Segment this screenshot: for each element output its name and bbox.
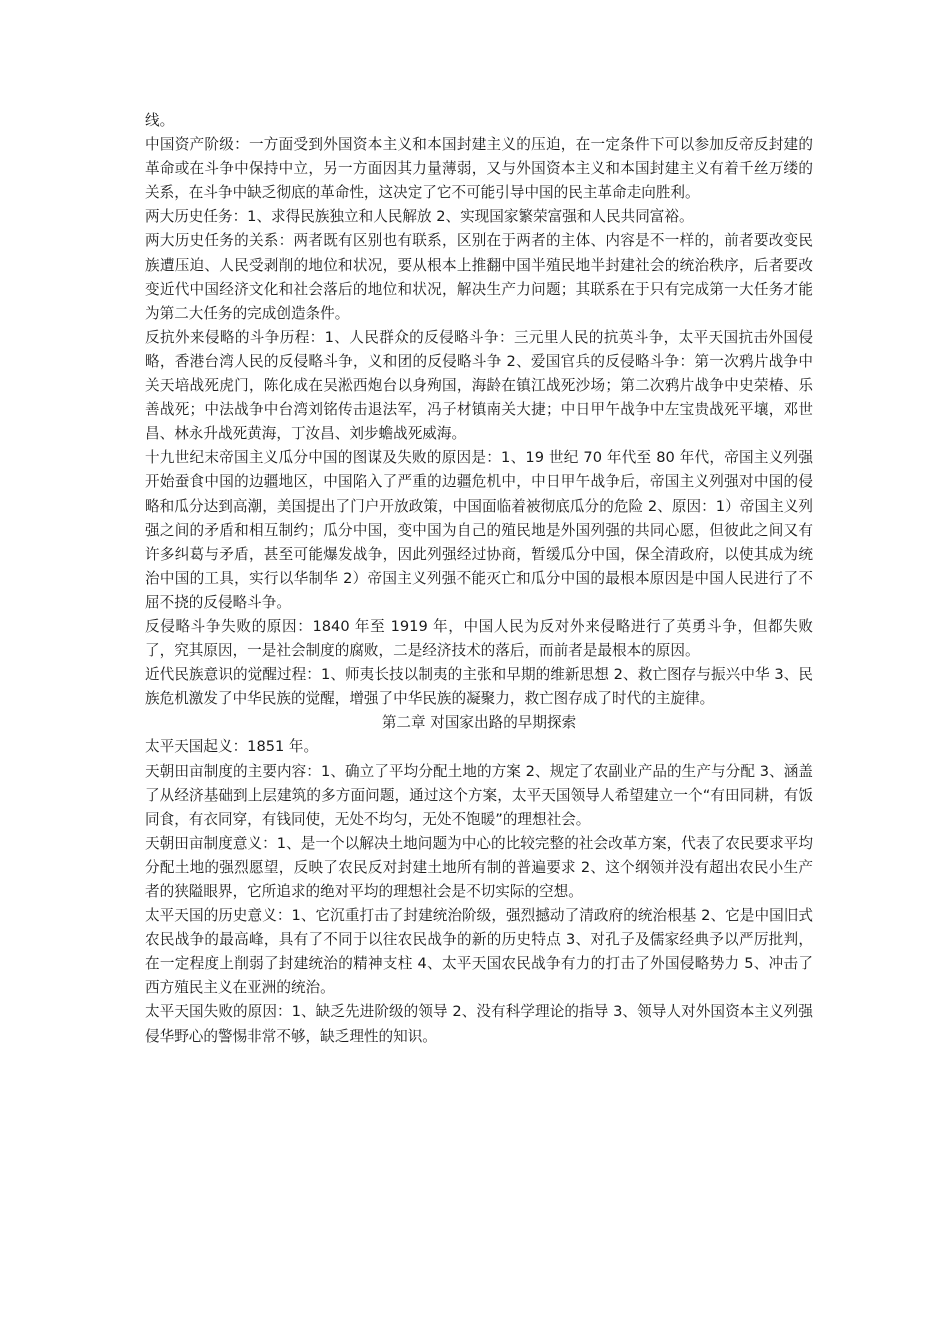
paragraph-anti-aggression-struggle: 反抗外来侵略的斗争历程：1、人民群众的反侵略斗争：三元里人民的抗英斗争，太平天国抗击外国侵略，香港台湾人民的反侵略斗争，义和团的反侵略斗争 2、爱国官兵的反侵略斗争：第一次鸦片战争中关天培战死虎门，陈化成在吴淞西炮台以身殉国，海龄在镇江战死沙场；第二次鸦片战争中史荣椿、乐善战死；中法战争中台湾刘铭传击退法军，冯子材镇南关大捷；中日甲午战争中左宝贵战死平壤，邓世昌、林永升战死黄海，丁汝昌、刘步蟾战死威海。 <box>145 328 813 443</box>
paragraph-bourgeoisie: 中国资产阶级：一方面受到外国资本主义和本国封建主义的压迫，在一定条件下可以参加反帝反封建的革命或在斗争中保持中立，另一方面因其力量薄弱，又与外国资本主义和本国封建主义有着千丝万缕的关系，在斗争中缺乏彻底的革命性，这决定了它不可能引导中国的民主革命走向胜利。 <box>145 136 813 202</box>
document-page <box>145 109 813 1049</box>
paragraph-partition-failure: 十九世纪末帝国主义瓜分中国的图谋及失败的原因是：1、19 世纪 70 年代至 80 年代，帝国主义列强开始蚕食中国的边疆地区，中国陷入了严重的边疆危机中，中日甲午战争后，帝国主义列强对中国的侵略和瓜分达到高潮，美国提出了门户开放政策，中国面临着被彻底瓜分的危险 2、原因：1）帝国主义列强之间的矛盾和相互制约；瓜分中国，变中国为自己的殖民地是外国列强的共同心愿，但彼此之间又有许多纠葛与矛盾，甚至可能爆发战争，因此列强经过协商，暂缓瓜分中国，保全清政府，以使其成为统治中国的工具，实行以华制华 2）帝国主义列强不能灭亡和瓜分中国的最根本原因是中国人民进行了不屈不挠的反侵略斗争。 <box>145 449 813 611</box>
paragraph-taiping-significance: 太平天国的历史意义：1、它沉重打击了封建统治阶级，强烈撼动了清政府的统治根基 2、它是中国旧式农民战争的最高峰，具有了不同于以往农民战争的新的历史特点 3、对孔子及儒家经典予以严厉批判，在一定程度上削弱了封建统治的精神支柱 4、太平天国农民战争有力的打击了外国侵略势力 5、冲击了西方殖民主义在亚洲的统治。 <box>145 907 813 997</box>
paragraph-taiping-uprising: 太平天国起义：1851 年。 <box>145 738 319 756</box>
chapter-title: 第二章 对国家出路的早期探索 <box>381 714 577 732</box>
paragraph-two-tasks: 两大历史任务：1、求得民族独立和人民解放 2、实现国家繁荣富强和人民共同富裕。 <box>145 208 694 226</box>
paragraph-line-end: 线。 <box>145 112 175 129</box>
paragraph-taiping-failure: 太平天国失败的原因：1、缺乏先进阶级的领导 2、没有科学理论的指导 3、领导人对外国资本主义列强侵华野心的警惕非常不够，缺乏理性的知识。 <box>145 1003 813 1045</box>
paragraph-land-system-content: 天朝田亩制度的主要内容：1、确立了平均分配土地的方案 2、规定了农副业产品的生产与分配 3、涵盖了从经济基础到上层建筑的多方面问题，通过这个方案，太平天国领导人希望建立一个“有田同耕，有饭同食，有衣同穿，有钱同使，无处不均匀，无处不饱暖”的理想社会。 <box>145 762 813 828</box>
paragraph-land-system-significance: 天朝田亩制度意义：1、是一个以解决土地问题为中心的比较完整的社会改革方案，代表了农民要求平均分配土地的强烈愿望，反映了农民反对封建土地所有制的普遍要求 2、这个纲领并没有超出农民小生产者的狭隘眼界，它所追求的绝对平均的理想社会是不切实际的空想。 <box>145 834 813 900</box>
paragraph-national-awakening: 近代民族意识的觉醒过程：1、师夷长技以制夷的主张和早期的维新思想 2、救亡图存与振兴中华 3、民族危机激发了中华民族的觉醒，增强了中华民族的凝聚力，救亡图存成了时代的主旋律。 <box>145 666 813 708</box>
paragraph-anti-aggression-failure: 反侵略斗争失败的原因：1840 年至 1919 年，中国人民为反对外来侵略进行了英勇斗争，但都失败了，究其原因，一是社会制度的腐败，二是经济技术的落后，而前者是最根本的原因。 <box>145 617 813 660</box>
paragraph-two-tasks-relation: 两大历史任务的关系：两者既有区别也有联系，区别在于两者的主体、内容是不一样的，前者要改变民族遭压迫、人民受剥削的地位和状况，要从根本上推翻中国半殖民地半封建社会的统治秩序，后者要改变近代中国经济文化和社会落后的地位和状况，解决生产力问题；其联系在于只有完成第一大任务才能为第二大任务的完成创造条件。 <box>145 232 813 322</box>
